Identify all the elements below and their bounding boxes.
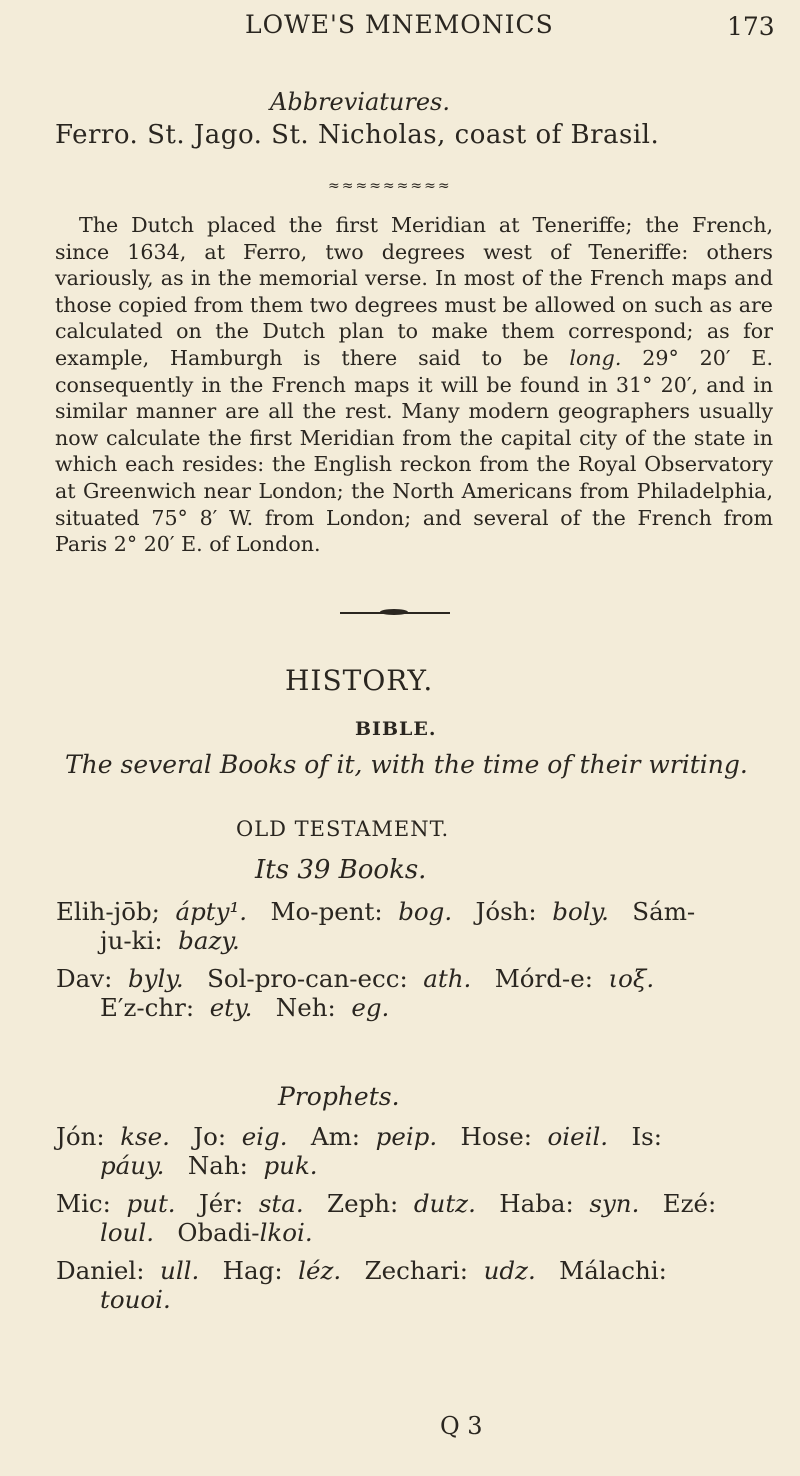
- book-mnemonic: eg.: [351, 993, 390, 1022]
- prophets-heading: Prophets.: [278, 1082, 400, 1111]
- old-testament-count: Its 39 Books.: [255, 855, 427, 885]
- book-mnemonic: peip.: [375, 1122, 438, 1151]
- book-name: Elih-jōb;: [56, 897, 160, 926]
- pr-line-3: [56, 1189, 776, 1218]
- book-name: Mic:: [56, 1189, 111, 1218]
- bible-subtitle: The several Books of it, with the time of their writing.: [65, 750, 748, 779]
- paragraph-part-1: The Dutch placed the first Meridian at Teneriffe; the French, since 1634, at Ferro, two degrees west of Teneriffe: others variously, as in the memorial verse. In most of the French maps and those copied from them two degrees must be allowed on such as are calculated on the Dutch plan to make them correspond; as for example, Hamburgh is there said to be: [55, 213, 773, 370]
- book-name: Jón:: [56, 1122, 105, 1151]
- ornament-divider: ≈≈≈≈≈≈≈≈≈: [328, 178, 452, 194]
- meridian-paragraph: [55, 212, 773, 558]
- abbreviatures-line: Ferro. St. Jago. St. Nicholas, coast of Brasil.: [55, 120, 660, 150]
- book-mnemonic: ιοξ.: [608, 964, 655, 993]
- book-name: Hag:: [222, 1256, 283, 1285]
- book-mnemonic: oieil.: [547, 1122, 609, 1151]
- pr-line-4: [56, 1218, 776, 1247]
- book-mnemonic: eig.: [241, 1122, 288, 1151]
- book-name: ju-ki:: [100, 926, 163, 955]
- book-name: Zechari:: [364, 1256, 469, 1285]
- book-mnemonic: sta.: [258, 1189, 304, 1218]
- old-testament-entries: [56, 897, 776, 1022]
- book-name: Nah:: [187, 1151, 248, 1180]
- book-mnemonic: boly.: [552, 897, 609, 926]
- book-name: Daniel:: [56, 1256, 145, 1285]
- pr-line-5: [56, 1256, 776, 1285]
- book-name: Haba:: [499, 1189, 574, 1218]
- book-mnemonic: bog.: [398, 897, 453, 926]
- book-name: Is:: [631, 1122, 662, 1151]
- book-mnemonic: ull.: [160, 1256, 200, 1285]
- book-name: Neh:: [275, 993, 336, 1022]
- book-name: Sám-: [632, 897, 696, 926]
- book-name: Dav:: [56, 964, 113, 993]
- book-mnemonic: lkoi.: [259, 1218, 313, 1247]
- book-name: E′z-chr:: [100, 993, 195, 1022]
- book-mnemonic: udz.: [483, 1256, 536, 1285]
- book-mnemonic: loul.: [100, 1218, 154, 1247]
- ot-line-1: [56, 897, 776, 926]
- pr-line-6: [56, 1285, 776, 1314]
- book-name: Málachi:: [559, 1256, 667, 1285]
- book-name: Jo:: [193, 1122, 227, 1151]
- book-mnemonic: páuy.: [100, 1151, 165, 1180]
- book-mnemonic: put.: [126, 1189, 176, 1218]
- paragraph-part-2: 29° 20′ E. consequently in the French maps it will be found in 31° 20′, and in similar manner are all the rest. Many modern geographers usually now calculate the first Meridian from the capital city of the state in which each resides: the English reckon from the Royal Observatory at Greenwich near London; the North Americans from Philadelphia, situated 75° 8′ W. from London; and several of the French from Paris 2° 20′ E. of London.: [55, 345, 773, 557]
- pr-line-2: [56, 1151, 776, 1180]
- book-mnemonic: kse.: [120, 1122, 170, 1151]
- running-title: LOWE'S MNEMONICS: [245, 10, 554, 39]
- book-name: Jósh:: [475, 897, 537, 926]
- pr-line-1: [56, 1122, 776, 1151]
- book-mnemonic: byly.: [127, 964, 184, 993]
- book-mnemonic: puk.: [263, 1151, 318, 1180]
- book-name: Mórd-e:: [494, 964, 593, 993]
- section-rule: [340, 612, 450, 614]
- book-name: Mo-pent:: [270, 897, 383, 926]
- abbreviatures-title: Abbreviatures.: [270, 88, 450, 116]
- signature-mark: Q 3: [440, 1412, 483, 1440]
- book-mnemonic: syn.: [589, 1189, 640, 1218]
- bible-heading: BIBLE.: [355, 718, 437, 740]
- book-mnemonic: dutz.: [413, 1189, 476, 1218]
- page-number: 173: [727, 12, 775, 41]
- book-mnemonic: ápty¹.: [175, 897, 248, 926]
- book-name: Zeph:: [327, 1189, 399, 1218]
- book-name: Hose:: [460, 1122, 532, 1151]
- old-testament-heading: OLD TESTAMENT.: [236, 817, 450, 841]
- book-name: Obadi-: [177, 1218, 260, 1247]
- book-mnemonic: ath.: [423, 964, 472, 993]
- book-name: Ezé:: [662, 1189, 717, 1218]
- ot-line-4: [56, 993, 776, 1022]
- book-name: Am:: [310, 1122, 361, 1151]
- book-mnemonic: bazy.: [178, 926, 240, 955]
- ot-line-3: [56, 964, 776, 993]
- book-mnemonic: ety.: [209, 993, 253, 1022]
- book-name: Sol-pro-can-ecc:: [207, 964, 408, 993]
- book-mnemonic: léz.: [298, 1256, 342, 1285]
- history-heading: HISTORY.: [285, 664, 434, 697]
- book-mnemonic: touoi.: [100, 1285, 171, 1314]
- ot-line-2: [56, 926, 776, 955]
- prophets-entries: [56, 1122, 776, 1314]
- paragraph-italic-word: long.: [569, 345, 622, 370]
- book-name: Jér:: [198, 1189, 244, 1218]
